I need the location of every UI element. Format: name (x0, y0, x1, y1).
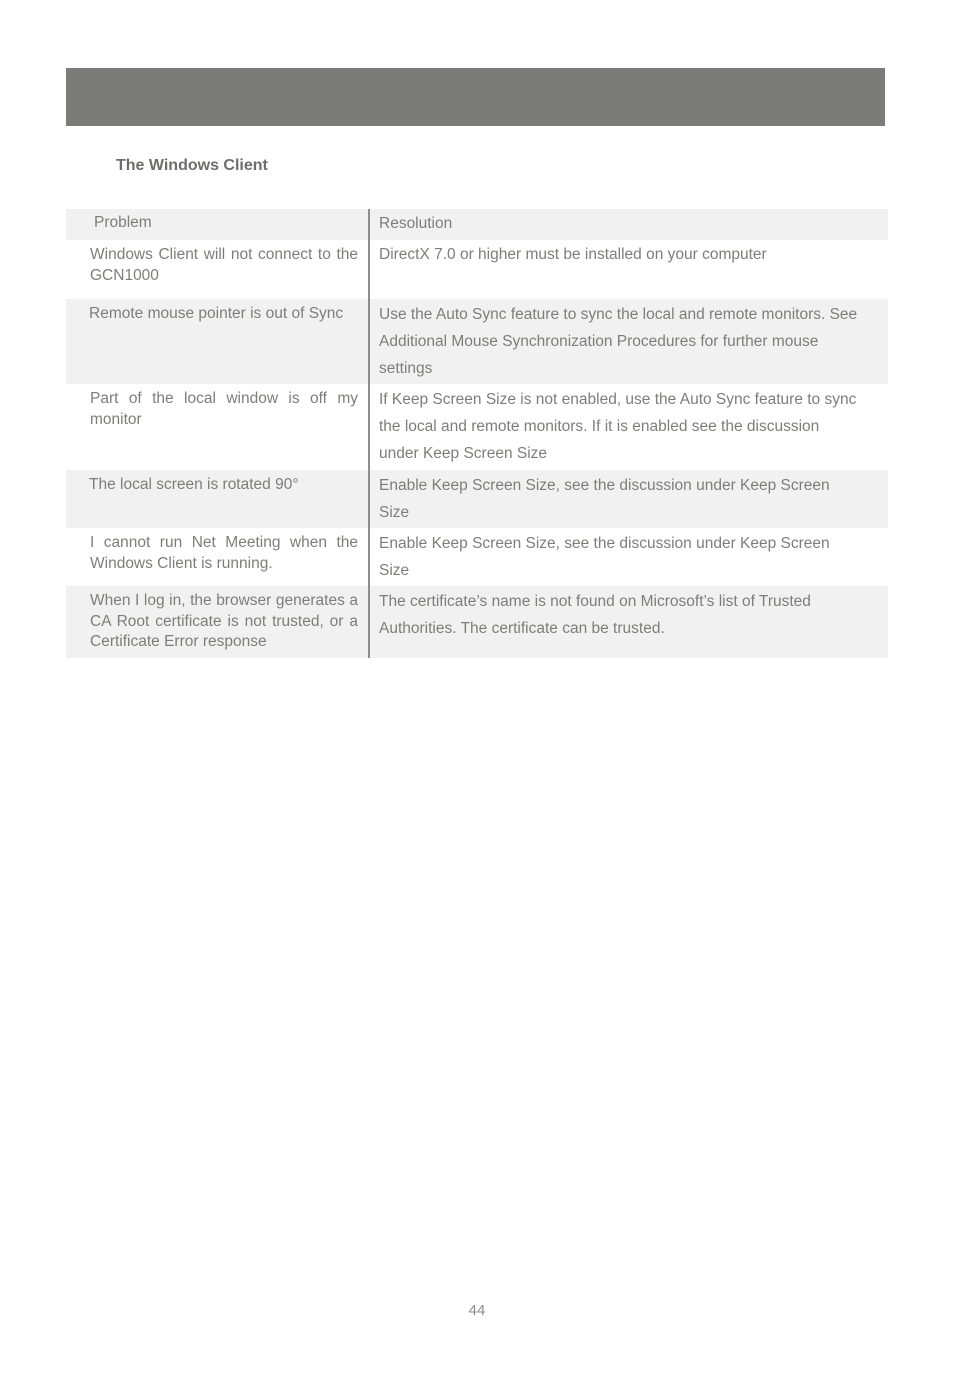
problem-cell: Part of the local window is off my monitor (66, 384, 370, 470)
section-title: The Windows Client (116, 157, 268, 174)
table-row (66, 528, 888, 586)
problem-cell: The local screen is rotated 90° (66, 470, 370, 528)
resolution-cell: Enable Keep Screen Size, see the discussion under Keep Screen Size (379, 477, 830, 521)
table-row (66, 586, 888, 658)
problem-cell: Remote mouse pointer is out of Sync (66, 299, 370, 384)
header-problem: Problem (66, 209, 370, 240)
header-resolution: Resolution (379, 215, 453, 232)
problem-cell: Windows Client will not connect to the GCN1000 (66, 240, 370, 299)
table-row (66, 299, 888, 384)
troubleshooting-table (66, 209, 888, 658)
problem-cell: When I log in, the browser generates a CA Root certificate is not trusted, or a Certificate Error response (66, 586, 370, 658)
table-header-row (66, 209, 888, 240)
resolution-cell: Use the Auto Sync feature to sync the local and remote monitors. See Additional Mouse Synchronization Procedures for further mouse settings (379, 306, 858, 377)
resolution-cell: The certificate’s name is not found on Microsoft’s list of Trusted Authorities. The certificate can be trusted. (379, 593, 811, 637)
table-row (66, 240, 888, 299)
resolution-cell: Enable Keep Screen Size, see the discussion under Keep Screen Size (379, 535, 830, 579)
table-row (66, 470, 888, 528)
page-number: 44 (468, 1302, 486, 1319)
problem-cell: I cannot run Net Meeting when the Windows Client is running. (66, 528, 370, 586)
header-bar (66, 68, 885, 126)
resolution-cell: DirectX 7.0 or higher must be installed on your computer (379, 246, 767, 263)
table-row (66, 384, 888, 470)
resolution-cell: If Keep Screen Size is not enabled, use the Auto Sync feature to sync the local and remote monitors. If it is enabled see the discussion under Keep Screen Size (379, 391, 857, 462)
